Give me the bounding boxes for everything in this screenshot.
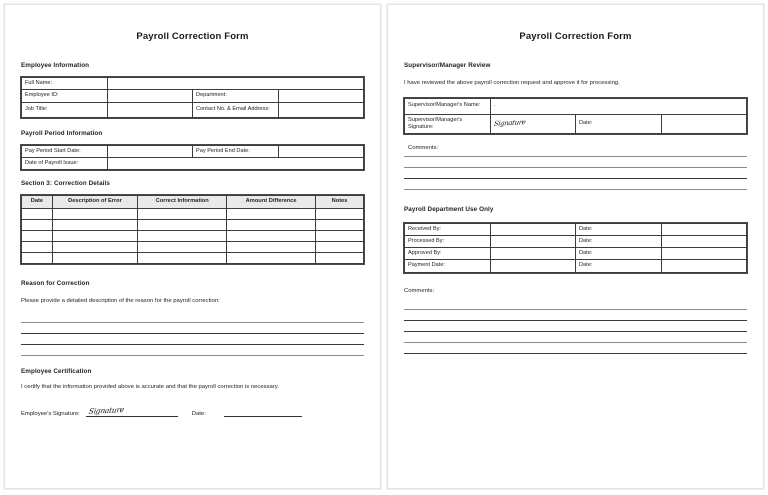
- cell-label-received-by: Received By:: [405, 223, 491, 235]
- document-page-1: [4, 4, 381, 489]
- cell-notes[interactable]: [316, 242, 364, 253]
- cell-label-supervisor-date: Date:: [576, 114, 662, 134]
- payroll-department-comments-lines: [404, 299, 747, 354]
- cell-description[interactable]: [52, 231, 138, 242]
- cell-value-processed-by[interactable]: [490, 235, 576, 247]
- cell-label-processed-date: Date:: [576, 235, 662, 247]
- cell-label-payment-date-date: Date:: [576, 260, 662, 272]
- cell-value-payment-date-date[interactable]: [661, 260, 747, 272]
- cell-correct-info[interactable]: [138, 231, 227, 242]
- cell-description[interactable]: [52, 242, 138, 253]
- cell-label-department: Department:: [193, 90, 279, 102]
- supervisor-review-table: [404, 98, 747, 135]
- table-row: [405, 223, 747, 235]
- cell-label-employee-id: Employee ID:: [22, 90, 108, 102]
- employee-signature-label: Employee's Signature:: [21, 411, 80, 418]
- cell-description[interactable]: [52, 253, 138, 264]
- cell-date[interactable]: [22, 209, 53, 220]
- cell-date[interactable]: [22, 220, 53, 231]
- cell-value-approved-by[interactable]: [490, 248, 576, 260]
- cell-label-supervisor-signature: Supervisor/Manager's Signature:: [405, 114, 491, 134]
- cell-label-contact: Contact No. & Email Address:: [193, 102, 279, 117]
- write-line[interactable]: [404, 343, 747, 354]
- column-header-notes: Notes: [316, 196, 364, 209]
- table-row: [22, 157, 364, 169]
- table-row: [22, 242, 364, 253]
- cell-notes[interactable]: [316, 253, 364, 264]
- table-row: [405, 235, 747, 247]
- cell-value-received-date[interactable]: [661, 223, 747, 235]
- cell-value-approved-date[interactable]: [661, 248, 747, 260]
- page-title-1: Payroll Correction Form: [136, 31, 249, 42]
- employee-signature-mark: Signature: [87, 405, 125, 417]
- cell-value-pay-period-end[interactable]: [278, 145, 364, 157]
- write-line[interactable]: [21, 345, 364, 356]
- cell-value-contact[interactable]: [278, 102, 364, 117]
- payroll-department-comments-label: Comments:: [404, 287, 435, 294]
- table-row: [405, 260, 747, 272]
- cell-amount-difference[interactable]: [227, 209, 316, 220]
- cell-date[interactable]: [22, 253, 53, 264]
- table-row: [22, 90, 364, 102]
- cell-amount-difference[interactable]: [227, 231, 316, 242]
- write-line[interactable]: [404, 179, 747, 190]
- cell-label-payment-date: Payment Date:: [405, 260, 491, 272]
- cell-date[interactable]: [22, 242, 53, 253]
- certification-statement: I certify that the information provided above is accurate and that the payroll correction is necessary.: [21, 383, 279, 390]
- table-row: [22, 220, 364, 231]
- table-row: [22, 253, 364, 264]
- reason-write-in-lines: [21, 312, 364, 356]
- cell-notes[interactable]: [316, 209, 364, 220]
- cell-correct-info[interactable]: [138, 220, 227, 231]
- table-row: [405, 114, 747, 134]
- employee-information-table: [21, 77, 364, 118]
- table-row: [22, 231, 364, 242]
- reason-prompt-text: Please provide a detailed description of the reason for the payroll correction:: [21, 298, 220, 305]
- correction-details-table: [21, 195, 364, 264]
- table-row: [22, 209, 364, 220]
- cell-label-pay-period-end: Pay Period End Date:: [193, 145, 279, 157]
- cell-label-full-name: Full Name:: [22, 78, 108, 90]
- supervisor-signature-mark: Signature: [492, 118, 526, 129]
- write-line[interactable]: [404, 310, 747, 321]
- cell-label-processed-by: Processed By:: [405, 235, 491, 247]
- document-page-2: [387, 4, 764, 489]
- section-heading-employee-information: Employee Information: [21, 62, 90, 69]
- column-header-correct-information: Correct Information: [138, 196, 227, 209]
- cell-value-supervisor-date[interactable]: [661, 114, 747, 134]
- write-line[interactable]: [404, 168, 747, 179]
- cell-value-supervisor-signature[interactable]: [490, 114, 576, 134]
- write-line[interactable]: [21, 312, 364, 323]
- payroll-department-table: [404, 223, 747, 273]
- cell-description[interactable]: [52, 220, 138, 231]
- cell-notes[interactable]: [316, 231, 364, 242]
- cell-value-processed-date[interactable]: [661, 235, 747, 247]
- section-heading-reason-for-correction: Reason for Correction: [21, 280, 90, 288]
- table-row: [22, 78, 364, 90]
- cell-value-full-name[interactable]: [107, 78, 364, 90]
- cell-correct-info[interactable]: [138, 242, 227, 253]
- write-line[interactable]: [404, 321, 747, 332]
- write-line[interactable]: [404, 157, 747, 168]
- write-line[interactable]: [404, 332, 747, 343]
- cell-description[interactable]: [52, 209, 138, 220]
- table-row: [405, 98, 747, 114]
- cell-value-pay-period-start[interactable]: [107, 145, 193, 157]
- employee-date-field[interactable]: [224, 405, 302, 417]
- cell-amount-difference[interactable]: [227, 253, 316, 264]
- supervisor-comments-label: Comments:: [408, 145, 439, 152]
- cell-correct-info[interactable]: [138, 209, 227, 220]
- write-line[interactable]: [21, 334, 364, 345]
- cell-label-job-title: Job Title:: [22, 102, 108, 117]
- cell-date[interactable]: [22, 231, 53, 242]
- cell-value-job-title[interactable]: [107, 102, 193, 117]
- section-heading-supervisor-review: Supervisor/Manager Review: [404, 62, 491, 69]
- supervisor-review-statement: I have reviewed the above payroll correction request and approve it for processing.: [404, 80, 620, 86]
- employee-signature-field[interactable]: [86, 405, 178, 417]
- cell-value-employee-id[interactable]: [107, 90, 193, 102]
- table-row: [22, 102, 364, 117]
- cell-label-approved-by: Approved By:: [405, 248, 491, 260]
- employee-date-label: Date:: [191, 411, 206, 418]
- cell-label-supervisor-name: Supervisor/Manager's Name:: [405, 98, 491, 114]
- column-header-description-of-error: Description of Error: [52, 196, 138, 209]
- cell-amount-difference[interactable]: [227, 242, 316, 253]
- cell-label-received-date: Date:: [576, 223, 662, 235]
- cell-value-department[interactable]: [278, 90, 364, 102]
- section-heading-payroll-period: Payroll Period Information: [21, 129, 103, 137]
- cell-value-received-by[interactable]: [490, 223, 576, 235]
- column-header-date: Date: [22, 196, 53, 209]
- section-heading-correction-details: Section 3: Correction Details: [21, 180, 110, 188]
- write-line[interactable]: [21, 323, 364, 334]
- page-title-2: Payroll Correction Form: [519, 31, 632, 42]
- section-heading-payroll-department: Payroll Department Use Only: [404, 205, 494, 213]
- table-row: [405, 248, 747, 260]
- cell-value-payment-date[interactable]: [490, 260, 576, 272]
- table-header-row: [22, 196, 364, 209]
- cell-label-date-of-payroll-issue: Date of Payroll Issue:: [22, 157, 108, 169]
- employee-signature-row: [21, 405, 364, 417]
- cell-value-date-of-payroll-issue[interactable]: [107, 157, 364, 169]
- payroll-period-table: [21, 145, 364, 171]
- supervisor-comments-lines: [404, 153, 747, 190]
- section-heading-employee-certification: Employee Certification: [21, 367, 92, 375]
- table-row: [22, 145, 364, 157]
- cell-label-approved-date: Date:: [576, 248, 662, 260]
- cell-amount-difference[interactable]: [227, 220, 316, 231]
- cell-value-supervisor-name[interactable]: .: [490, 98, 747, 114]
- cell-label-pay-period-start: Pay Period Start Date:: [22, 145, 108, 157]
- write-line[interactable]: [404, 299, 747, 310]
- column-header-amount-difference: Amount Difference: [227, 196, 316, 209]
- cell-notes[interactable]: [316, 220, 364, 231]
- cell-correct-info[interactable]: [138, 253, 227, 264]
